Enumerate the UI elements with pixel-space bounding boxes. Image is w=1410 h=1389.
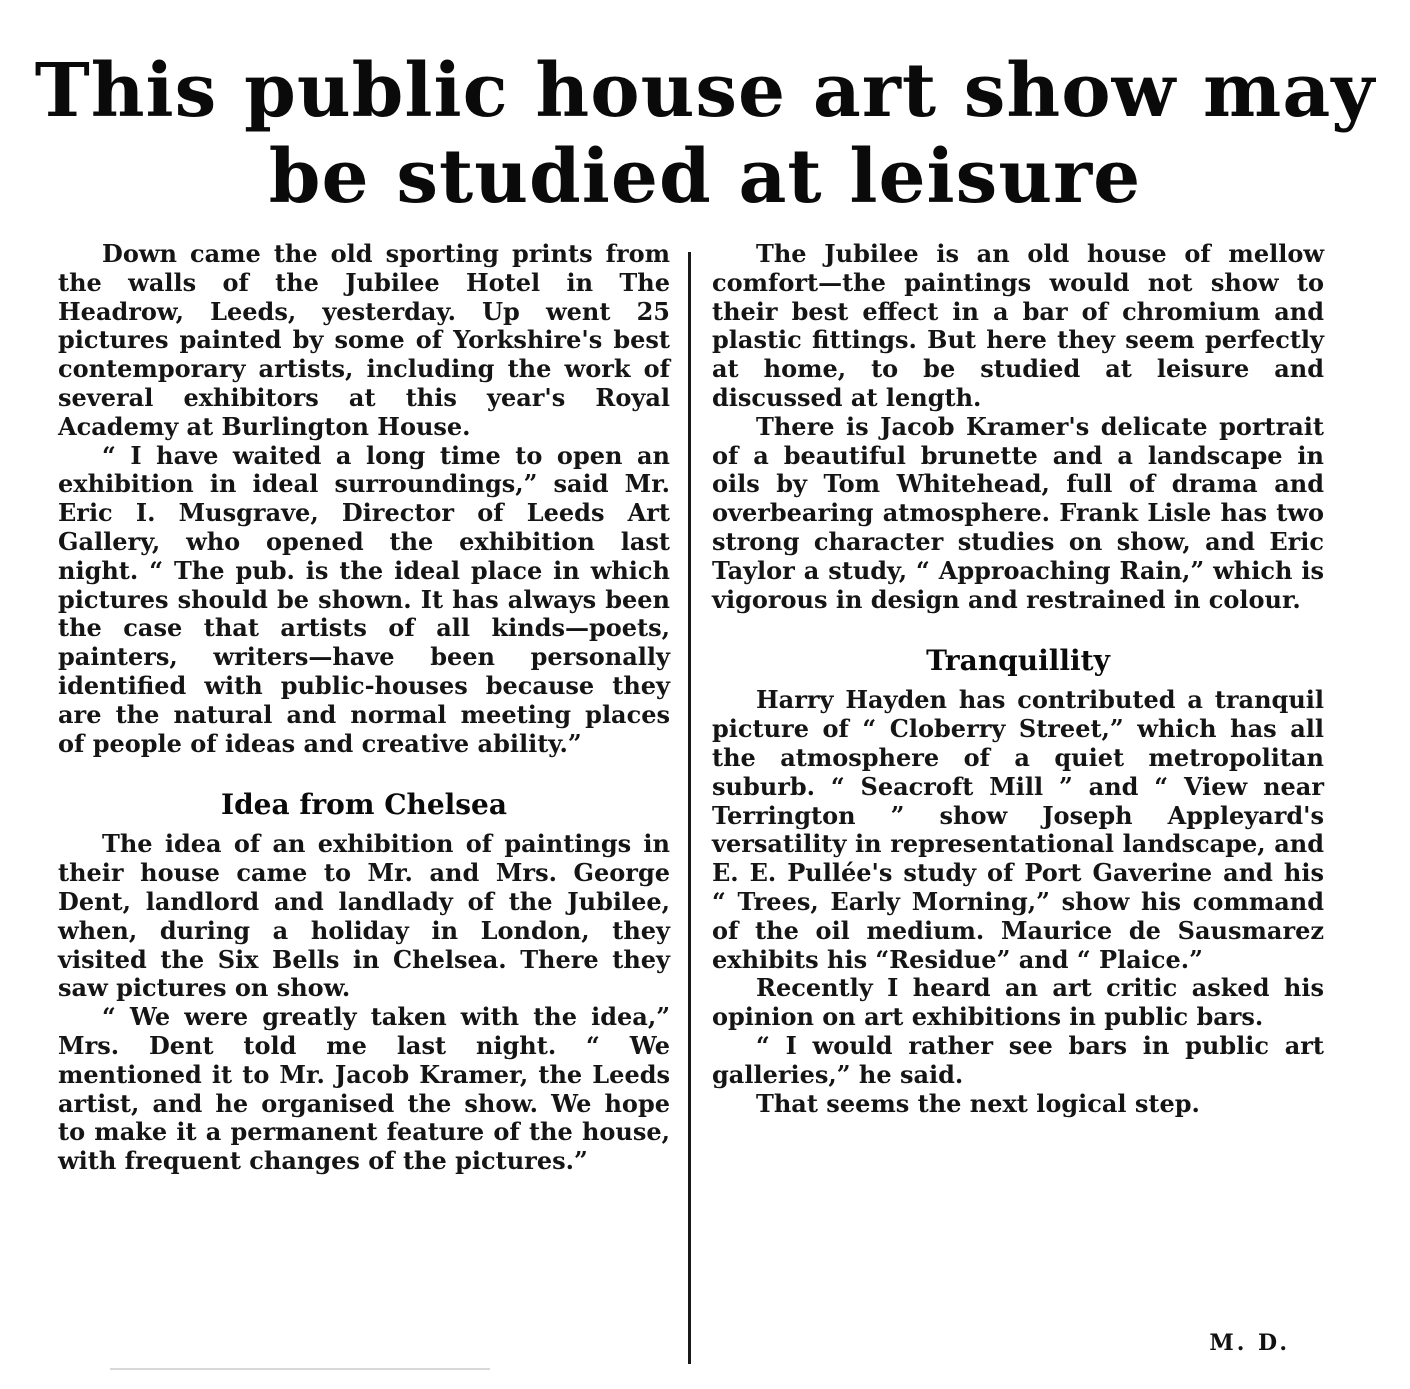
paragraph: “ I would rather see bars in public art galleries,” he said. (712, 1030, 1324, 1089)
paragraph: The Jubilee is an old house of mellow comfort—the paintings would not show to their best effect in a bar of chromium and plastic fittings. But here they seem perfectly at home, to be studied at leisure and discussed at length. (712, 239, 1324, 412)
right-column (712, 240, 1324, 1118)
column-divider (688, 252, 691, 1364)
scan-edge-line (110, 1368, 490, 1370)
paragraph: The idea of an exhibition of paintings in their house came to Mr. and Mrs. George Dent, landlord and landlady of the Jubilee, when, during a holiday in London, they visited the Six Bells in Chelsea. There they saw pictures on show. (58, 829, 670, 1003)
paragraph: Down came the old sporting prints from the walls of the Jubilee Hotel in The Headrow, Leeds, yesterday. Up went 25 pictures painted by some of Yorkshire's best contemporary artists, including the work of several exhibitors at this year's Royal Academy at Burlington House. (58, 239, 670, 441)
paragraph: Recently I heard an art critic asked his opinion on art exhibitions in public bars. (712, 973, 1324, 1032)
paragraph: “ We were greatly taken with the idea,” Mrs. Dent told me last night. “ We mentioned it to Mr. Jacob Kramer, the Leeds artist, and he organised the show. We hope to make it a permanent feature of the house, with frequent changes of the pictures.” (58, 1002, 670, 1176)
author-signature: M. D. (1209, 1330, 1290, 1356)
subheading-idea-from-chelsea: Idea from Chelsea (220, 788, 508, 822)
paragraph: There is Jacob Kramer's delicate portrait of a beautiful brunette and a landscape in oils by Tom Whitehead, full of drama and overbearing atmosphere. Frank Lisle has two strong character studies on show, and Eric Taylor a study, “ Approaching Rain,” which is vigorous in design and restrained in colour. (712, 411, 1324, 614)
paragraph: That seems the next logical step. (756, 1088, 1200, 1118)
paragraph: Harry Hayden has contributed a tranquil picture of “ Cloberry Street,” which has all the atmosphere of a quiet metropolitan suburb. “ Seacroft Mill ” and “ View near Terrington ” show Joseph Appleyard's versatility in representational landscape, and E. E. Pullée's study of Port Gaverine and his “ Trees, Early Morning,” show his command of the oil medium. Maurice de Sausmarez exhibits his “Residue” and “ Plaice.” (712, 685, 1324, 974)
headline: This public house art show may be studied at leisure (34, 48, 1376, 220)
left-column (58, 240, 670, 1176)
paragraph: “ I have waited a long time to open an exhibition in ideal surroundings,” said Mr. Eric I. Musgrave, Director of Leeds Art Gallery, who opened the exhibition last night. “ The pub. is the ideal place in which pictures should be shown. It has always been the case that artists of all kinds—poets, painters, writers—have been personally identified with public-houses because they are the natural and normal meeting places of people of ideas and creative ability.” (58, 440, 670, 758)
subheading-tranquillity: Tranquillity (926, 644, 1110, 678)
